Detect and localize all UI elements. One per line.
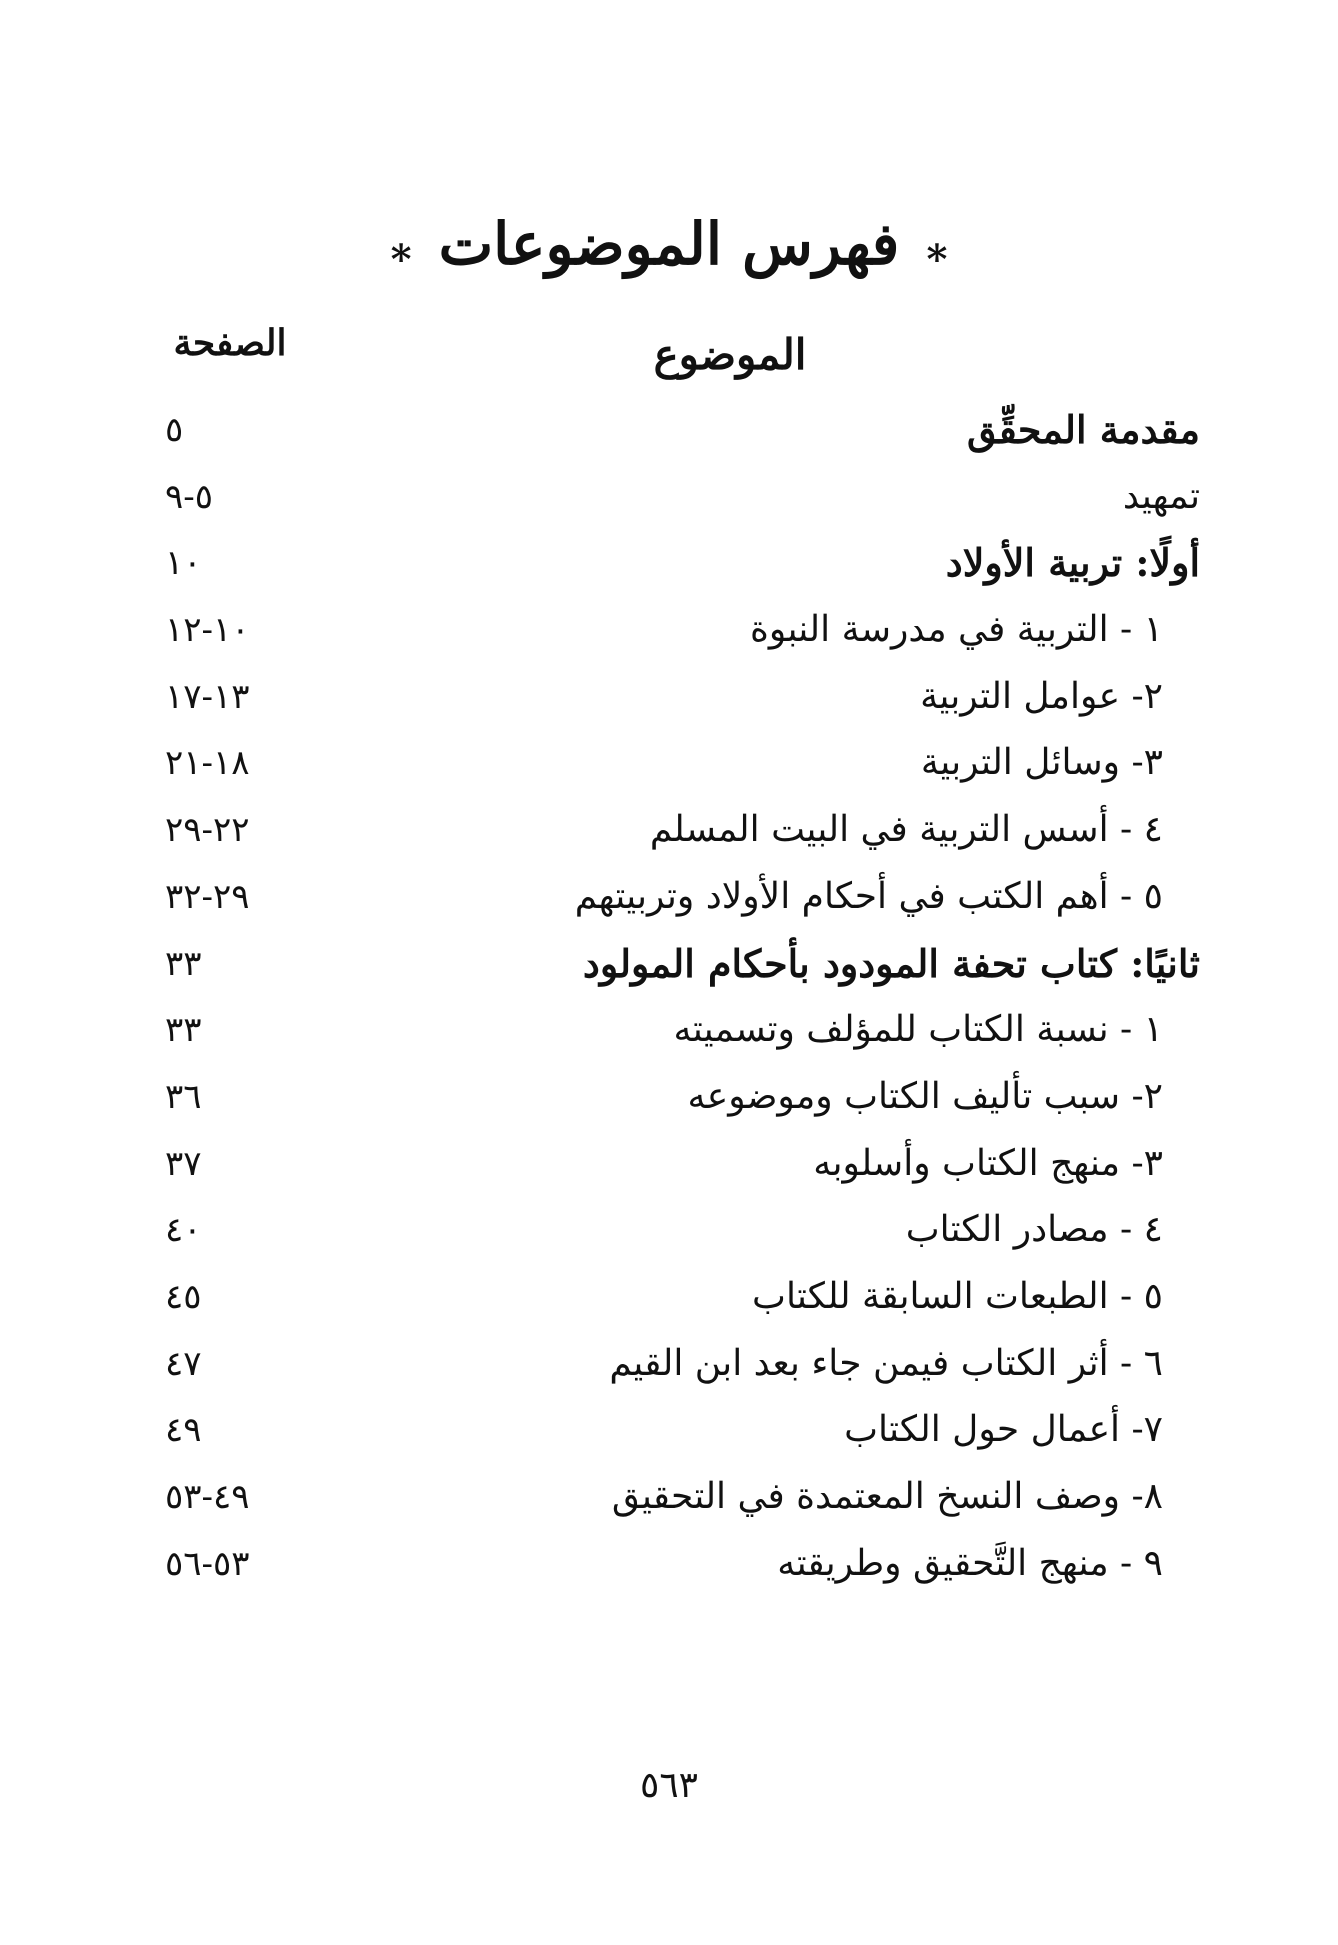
toc-entry-topic: ١ - التربية في مدرسة النبوة	[749, 609, 1163, 651]
toc-entry-topic: تمهيد	[1122, 475, 1200, 517]
toc-entry	[0, 733, 1338, 800]
toc-entry	[0, 400, 1338, 467]
toc-entry-topic: ٤ - أسس التربية في البيت المسلم	[649, 809, 1163, 851]
toc-entry	[0, 1400, 1338, 1467]
toc-entry-page: ١٣-١٧	[165, 676, 250, 717]
toc-entry-page: ١٠-١٢	[165, 610, 250, 651]
toc-entry	[0, 533, 1338, 600]
toc-entry-page: ٤٩-٥٣	[165, 1477, 250, 1517]
toc-entry	[0, 1200, 1338, 1267]
toc-entry	[0, 1134, 1338, 1201]
toc-entry-topic: ٨- وصف النسخ المعتمدة في التحقيق	[611, 1476, 1163, 1517]
toc-entry-topic: ٣- وسائل التربية	[920, 742, 1163, 784]
toc-entry-topic: مقدمة المحقِّق	[966, 407, 1200, 452]
toc-entry	[0, 934, 1338, 1001]
toc-entry-page: ٤٩	[165, 1410, 202, 1451]
toc-entry	[0, 1467, 1338, 1534]
toc-entry	[0, 1267, 1338, 1334]
toc-entry	[0, 1534, 1338, 1601]
toc-entry-page: ٣٣	[165, 1010, 202, 1051]
toc-entry	[0, 1067, 1338, 1134]
toc-entry-page: ٤٠	[165, 1210, 202, 1251]
page-column-header: الصفحة	[173, 322, 287, 364]
toc-entry-topic: أولًا: تربية الأولاد	[945, 540, 1200, 586]
toc-entry-page: ٢٩-٣٢	[165, 876, 250, 917]
toc-entry-topic: ٥ - أهم الكتب في أحكام الأولاد وتربيتهم	[574, 875, 1163, 917]
toc-entry-page: ١٨-٢١	[165, 743, 250, 784]
toc-entry-topic: ٢- سبب تأليف الكتاب وموضوعه	[687, 1075, 1163, 1117]
toc-entry-page: ٥-٩	[165, 476, 214, 517]
toc-entry-page: ٣٦	[165, 1076, 202, 1117]
toc-entry	[0, 1000, 1338, 1067]
toc-entry-page: ٥٣-٥٦	[165, 1543, 250, 1584]
page-title: فهرس الموضوعات	[438, 210, 900, 278]
toc-entry-page: ٣٧	[165, 1143, 202, 1184]
toc-entry-topic: ١ - نسبة الكتاب للمؤلف وتسميته	[673, 1009, 1163, 1051]
toc-entry-topic: ٧- أعمال حول الكتاب	[844, 1409, 1163, 1451]
toc-entry-page: ٣٣	[165, 943, 202, 984]
toc-entry-topic: ٩ - منهج التَّحقيق وطريقته	[777, 1542, 1163, 1584]
title-star-left: *	[390, 236, 412, 283]
toc-entry-topic: ثانيًا: كتاب تحفة المودود بأحكام المولود	[582, 940, 1200, 986]
toc-entry	[0, 867, 1338, 934]
toc-entry	[0, 800, 1338, 867]
toc-entry-page: ٢٢-٢٩	[165, 810, 250, 851]
toc-entry-page: ١٠	[165, 543, 202, 584]
toc-entry-page: ٤٧	[165, 1343, 202, 1384]
toc-entry	[0, 667, 1338, 734]
toc-entry-topic: ٢- عوامل التربية	[920, 675, 1163, 717]
table-of-contents	[0, 400, 1338, 1600]
toc-entry-page: ٤٥	[165, 1276, 202, 1317]
topic-column-header: الموضوع	[653, 330, 807, 379]
toc-entry-page: ٥	[165, 410, 184, 450]
title-block	[0, 210, 1338, 283]
toc-entry-topic: ٥ - الطبعات السابقة للكتاب	[752, 1275, 1163, 1317]
toc-entry	[0, 1334, 1338, 1401]
toc-entry-topic: ٤ - مصادر الكتاب	[905, 1209, 1163, 1251]
toc-entry	[0, 467, 1338, 534]
page-number: ٥٦٣	[639, 1765, 698, 1806]
toc-entry	[0, 600, 1338, 667]
toc-entry-topic: ٣- منهج الكتاب وأسلوبه	[813, 1142, 1163, 1184]
toc-entry-topic: ٦ - أثر الكتاب فيمن جاء بعد ابن القيم	[609, 1342, 1163, 1384]
title-star-right: *	[926, 236, 948, 283]
